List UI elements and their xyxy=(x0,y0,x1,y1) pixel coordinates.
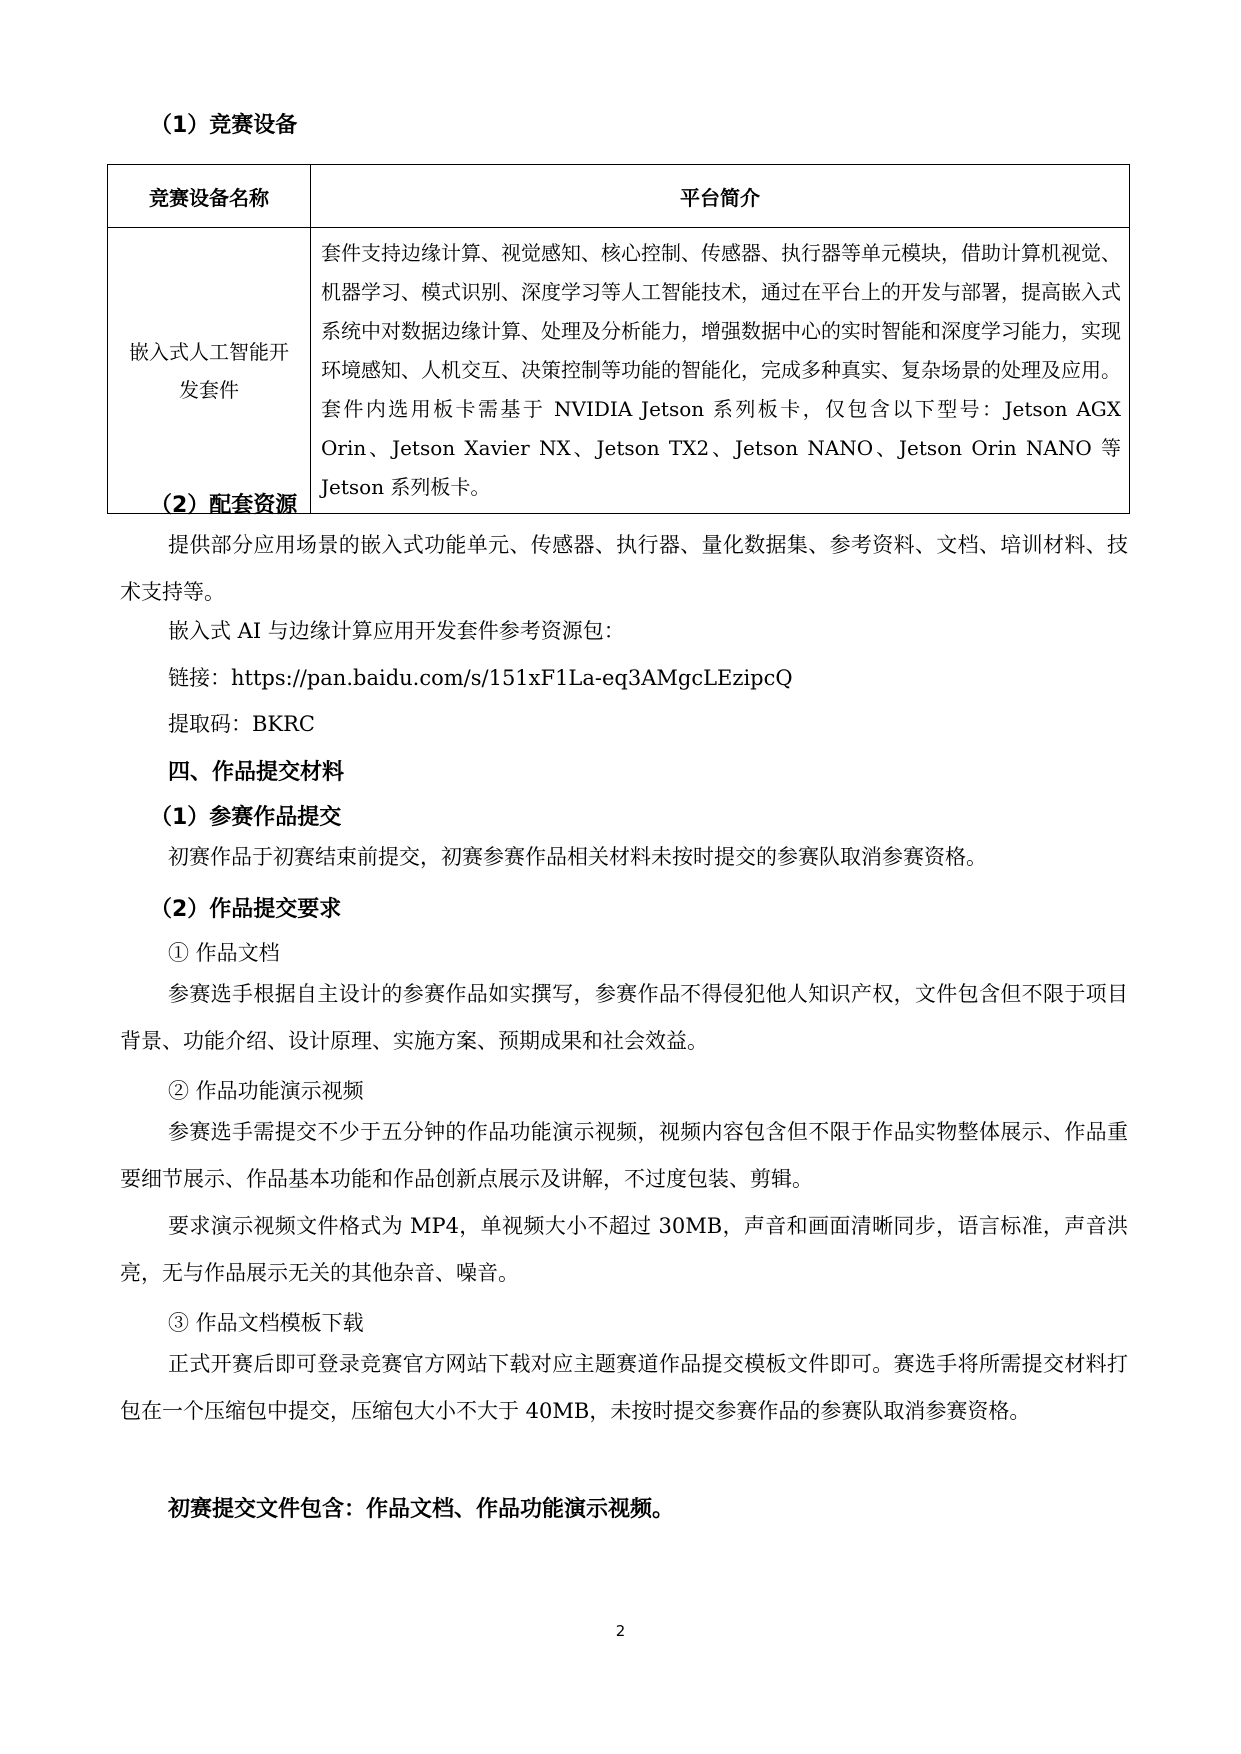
equipment-table xyxy=(107,164,1130,514)
req2-title: ② 作品功能演示视频 xyxy=(168,1079,364,1103)
equipment-desc-cell xyxy=(311,228,1130,514)
req1-title: ① 作品文档 xyxy=(168,941,280,965)
resource-link: 链接：https://pan.baidu.com/s/151xF1La-eq3AMgcLEzipcQ xyxy=(168,666,793,690)
req3-title: ③ 作品文档模板下载 xyxy=(168,1311,364,1335)
final-note: 初赛提交文件包含：作品文档、作品功能演示视频。 xyxy=(168,1497,675,1522)
section4-heading: 四、作品提交材料 xyxy=(168,760,345,785)
req3-text: 正式开赛后即可登录竞赛官方网站下载对应主题赛道作品提交模板文件即可。赛选手将所需提交材料打包在一个压缩包中提交，压缩包大小不大于 40MB，未按时提交参赛作品的参赛队取消参赛资格。 xyxy=(120,1352,1128,1423)
submit-text: 初赛作品于初赛结束前提交，初赛参赛作品相关材料未按时提交的参赛队取消参赛资格。 xyxy=(168,845,987,869)
req2-text2: 要求演示视频文件格式为 MP4，单视频大小不超过 30MB，声音和画面清晰同步，语言标准，声音洪亮，无与作品展示无关的其他杂音、噪音。 xyxy=(120,1214,1128,1285)
resources-text: 提供部分应用场景的嵌入式功能单元、传感器、执行器、量化数据集、参考资料、文档、培训材料、技术支持等。 xyxy=(120,533,1128,604)
req1-text: 参赛选手根据自主设计的参赛作品如实撰写，参赛作品不得侵犯他人知识产权，文件包含但不限于项目背景、功能介绍、设计原理、实施方案、预期成果和社会效益。 xyxy=(120,982,1128,1053)
page-number: 2 xyxy=(615,1622,626,1640)
resource-pack-text: 嵌入式 AI 与边缘计算应用开发套件参考资源包： xyxy=(168,619,625,643)
equipment-name: 嵌入式人工智能开发套件 xyxy=(129,339,289,402)
table-header-name: 竞赛设备名称 xyxy=(108,165,311,228)
requirements-heading: （2）作品提交要求 xyxy=(150,897,342,922)
resources-heading: （2）配套资源 xyxy=(150,493,298,518)
req2-text1: 参赛选手需提交不少于五分钟的作品功能演示视频，视频内容包含但不限于作品实物整体展示、作品重要细节展示、作品基本功能和作品创新点展示及讲解，不过度包装、剪辑。 xyxy=(120,1120,1128,1191)
table-row xyxy=(108,228,1130,514)
equipment-desc-p1: 套件支持边缘计算、视觉感知、核心控制、传感器、执行器等单元模块，借助计算机视觉、机器学习、模式识别、深度学习等人工智能技术，通过在平台上的开发与部署，提高嵌入式系统中对数据边缘计算、处理及分析能力，增强数据中心的实时智能和深度学习能力，实现环境感知、人机交互、决策控制等功能的智能化，完成多种真实、复杂场景的处理及应用。 xyxy=(321,241,1121,382)
equipment-desc-p2: 套件内选用板卡需基于 NVIDIA Jetson 系列板卡，仅包含以下型号：Jetson AGX Orin、Jetson Xavier NX、Jetson TX2、Jetson NANO、Jetson Orin NANO 等 Jetson 系列板卡。 xyxy=(321,397,1121,499)
table-header-desc: 平台简介 xyxy=(311,165,1130,228)
equipment-name-cell xyxy=(108,228,311,514)
resource-code: 提取码：BKRC xyxy=(168,712,315,736)
equipment-heading: （1）竞赛设备 xyxy=(150,113,298,138)
table-header-row xyxy=(108,165,1130,228)
submit-heading: （1）参赛作品提交 xyxy=(150,805,342,830)
